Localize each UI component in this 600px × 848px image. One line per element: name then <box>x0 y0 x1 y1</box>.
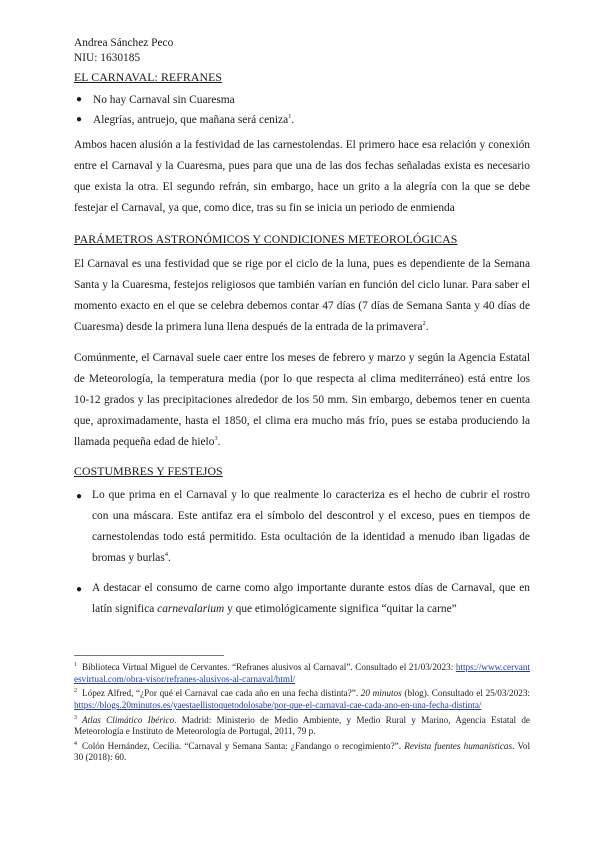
footnote-3: $^3$ Atlas Climático Ibérico. Madrid: Ministerio de Medio Ambiente, y Medio Rural y Marino, Agencia Estatal de Meteorología e Instituto de Meteorología de Portugal, 2011, 79 p. <box>74 714 531 737</box>
list-item: ● Lo que prima en el Carnaval y lo que realmente lo caracteriza es el hecho de cubrir el rostro con una máscara. Este antifaz era el símbolo del descontrol y el exceso, pues en tiempos de carnestolendas todo está permitido. Esta ocultación de la identidad a menudo iban ligadas de bromas y burlas$^4$. <box>74 485 530 569</box>
bullet-icon: ● <box>76 94 83 105</box>
paragraph-ciclo-lunar: El Carnaval es una festividad que se rige por el ciclo de la luna, pues es dependiente de la Semana Santa y la Cuaresma, festejos religiosos que también varían en función del ciclo lunar. Para saber el momento exacto en el que se celebra debemos contar 47 días (7 días de Semana Santa y 40 días de Cuaresma) desde la primera luna llena después de la entrada de la primavera$^2$. <box>74 258 530 333</box>
bullet-icon: ● <box>76 584 83 595</box>
bullet-icon: ● <box>76 491 83 502</box>
costumbres-list <box>74 485 530 620</box>
refranes-list <box>74 92 530 128</box>
footnote-ref[interactable]: 2 <box>422 320 426 328</box>
footnote-1: $^1$ Biblioteca Virtual Miguel de Cervantes. “Refranes alusivos al Carnaval”. Consultado el 21/03/2023: https://www.cervantesvirtual.com/obra-visor/refranes-alusivos-al-carnaval/html/ <box>74 662 531 684</box>
footnotes <box>74 660 530 765</box>
list-item: ● A destacar el consumo de carne como algo importante durante estos días de Carnaval, que en latín significa carnevalarium y que etimológicamente significa “quitar la carne” <box>74 578 530 620</box>
author-name: Andrea Sánchez Peco <box>74 37 174 49</box>
footnote-link[interactable]: https://blogs.20minutos.es/yaestaellistoquetodolosabe/por-que-el-carnaval-cae-cada-ano-en-una-fecha-distinta/ <box>74 699 482 710</box>
section-title-parametros: PARÁMETROS ASTRONÓMICOS Y CONDICIONES METEOROLÓGICAS <box>74 232 458 246</box>
document-page <box>74 36 530 629</box>
paragraph-refranes: Ambos hacen alusión a la festividad de las carnestolendas. El primero hace esa relación y conexión entre el Carnaval y la Cuaresma, pues para que una de las dos fechas señaladas exista es necesario que exista la otra. El segundo refrán, sin embargo, hace un grito a la alegría con la que se debe festejar el Carnaval, ya que, como dice, tras su fin se inicia un periodo de enmienda <box>74 139 530 214</box>
list-item: ● No hay Carnaval sin Cuaresma <box>76 94 235 106</box>
footnote-4: $^4$ Colón Hernández, Cecilia. “Carnaval y Semana Santa: ¿Fandango o recogimiento?”. Revista fuentes humanísticas. Vol 30 (2018): 60. <box>74 740 530 763</box>
bullet-icon: ● <box>76 114 83 125</box>
paragraph-clima: Comúnmente, el Carnaval suele caer entre los meses de febrero y marzo y según la Agencia Estatal de Meteorología, la temperatura media (por lo que respecta al clima mediterráneo) está entre los 10-12 grados y las precipitaciones alrededor de los 50 mm. Sin embargo, debemos tener en cuenta que, aproximadamente, hasta el 1850, el clima era mucho más frío, pues se estaba produciendo la llamada pequeña edad de hielo$^3$. <box>74 352 530 448</box>
student-id: NIU: 1630185 <box>74 51 141 64</box>
footnote-separator <box>74 655 224 656</box>
footnote-ref[interactable]: 3 <box>214 435 218 443</box>
footnote-ref[interactable]: 4 <box>164 551 169 559</box>
footnote-2: $^2$ López Alfred, “¿Por qué el Carnaval cae cada año en una fecha distinta?”. 20 minutos (blog). Consultado el 25/03/2023: https://blogs.20minutos.es/yaestaellistoquetodolosabe/por-que-el-carnaval-cae-cada-ano-en-una-fecha-distinta/ <box>74 688 530 710</box>
section-title-refranes: EL CARNAVAL: REFRANES <box>74 70 223 84</box>
footnote-link[interactable]: https://www.cervantesvirtual.com/obra-visor/refranes-alusivos-al-carnaval/html/ <box>74 662 531 684</box>
list-item: ● Alegrías, antruejo, que mañana será ceniza$^1$. <box>76 113 295 126</box>
section-title-costumbres: COSTUMBRES Y FESTEJOS <box>74 464 223 478</box>
footnote-ref[interactable]: 1 <box>288 113 292 121</box>
